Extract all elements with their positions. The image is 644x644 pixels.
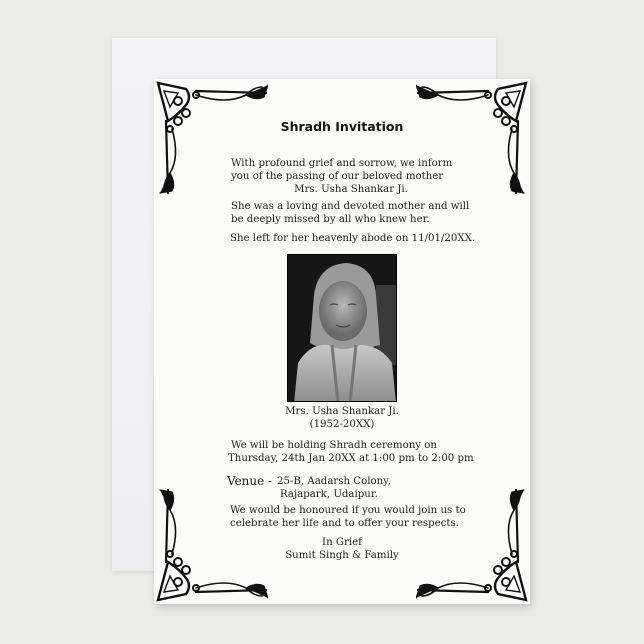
photo-caption (154, 405, 530, 431)
passing-date-text: She left for her heavenly abode on 11/01/20XX. (230, 233, 476, 244)
ceremony-datetime: Thursday, 24th Jan 20XX at 1:00 pm to 2:00 pm (228, 453, 474, 464)
tribute-paragraph (231, 200, 471, 226)
venue-line: 25-B, Aadarsh Colony, (277, 476, 391, 487)
portrait-image (288, 255, 397, 402)
intro-paragraph (231, 157, 471, 196)
invite-line: We would be honoured if you would join us to (230, 505, 466, 516)
invitation-card (154, 79, 530, 604)
venue-line: Rajapark, Udaipur. (280, 489, 378, 500)
signoff-family: Sumit Singh & Family (285, 550, 399, 561)
deceased-name: Mrs. Usha Shankar Ji. (294, 184, 408, 195)
invite-line: celebrate her life and to offer your respects. (230, 518, 459, 529)
card-title: Shradh Invitation (280, 119, 404, 134)
venue-address (277, 475, 391, 501)
signoff (154, 536, 530, 562)
tribute-line: be deeply missed by all who knew her. (231, 214, 430, 225)
portrait-photo (287, 254, 397, 402)
intro-line: With profound grief and sorrow, we inform (231, 158, 453, 169)
tribute-line: She was a loving and devoted mother and will (231, 201, 470, 212)
intro-line: you of the passing of our beloved mother (231, 171, 444, 182)
venue-label: Venue - (227, 474, 273, 488)
signoff-line: In Grief (322, 537, 362, 548)
invite-paragraph (230, 504, 490, 530)
ceremony-line: We will be holding Shradh ceremony on (231, 440, 437, 451)
caption-name: Mrs. Usha Shankar Ji. (285, 406, 399, 417)
caption-years: (1952-20XX) (309, 419, 375, 430)
ceremony-paragraph (228, 439, 491, 465)
